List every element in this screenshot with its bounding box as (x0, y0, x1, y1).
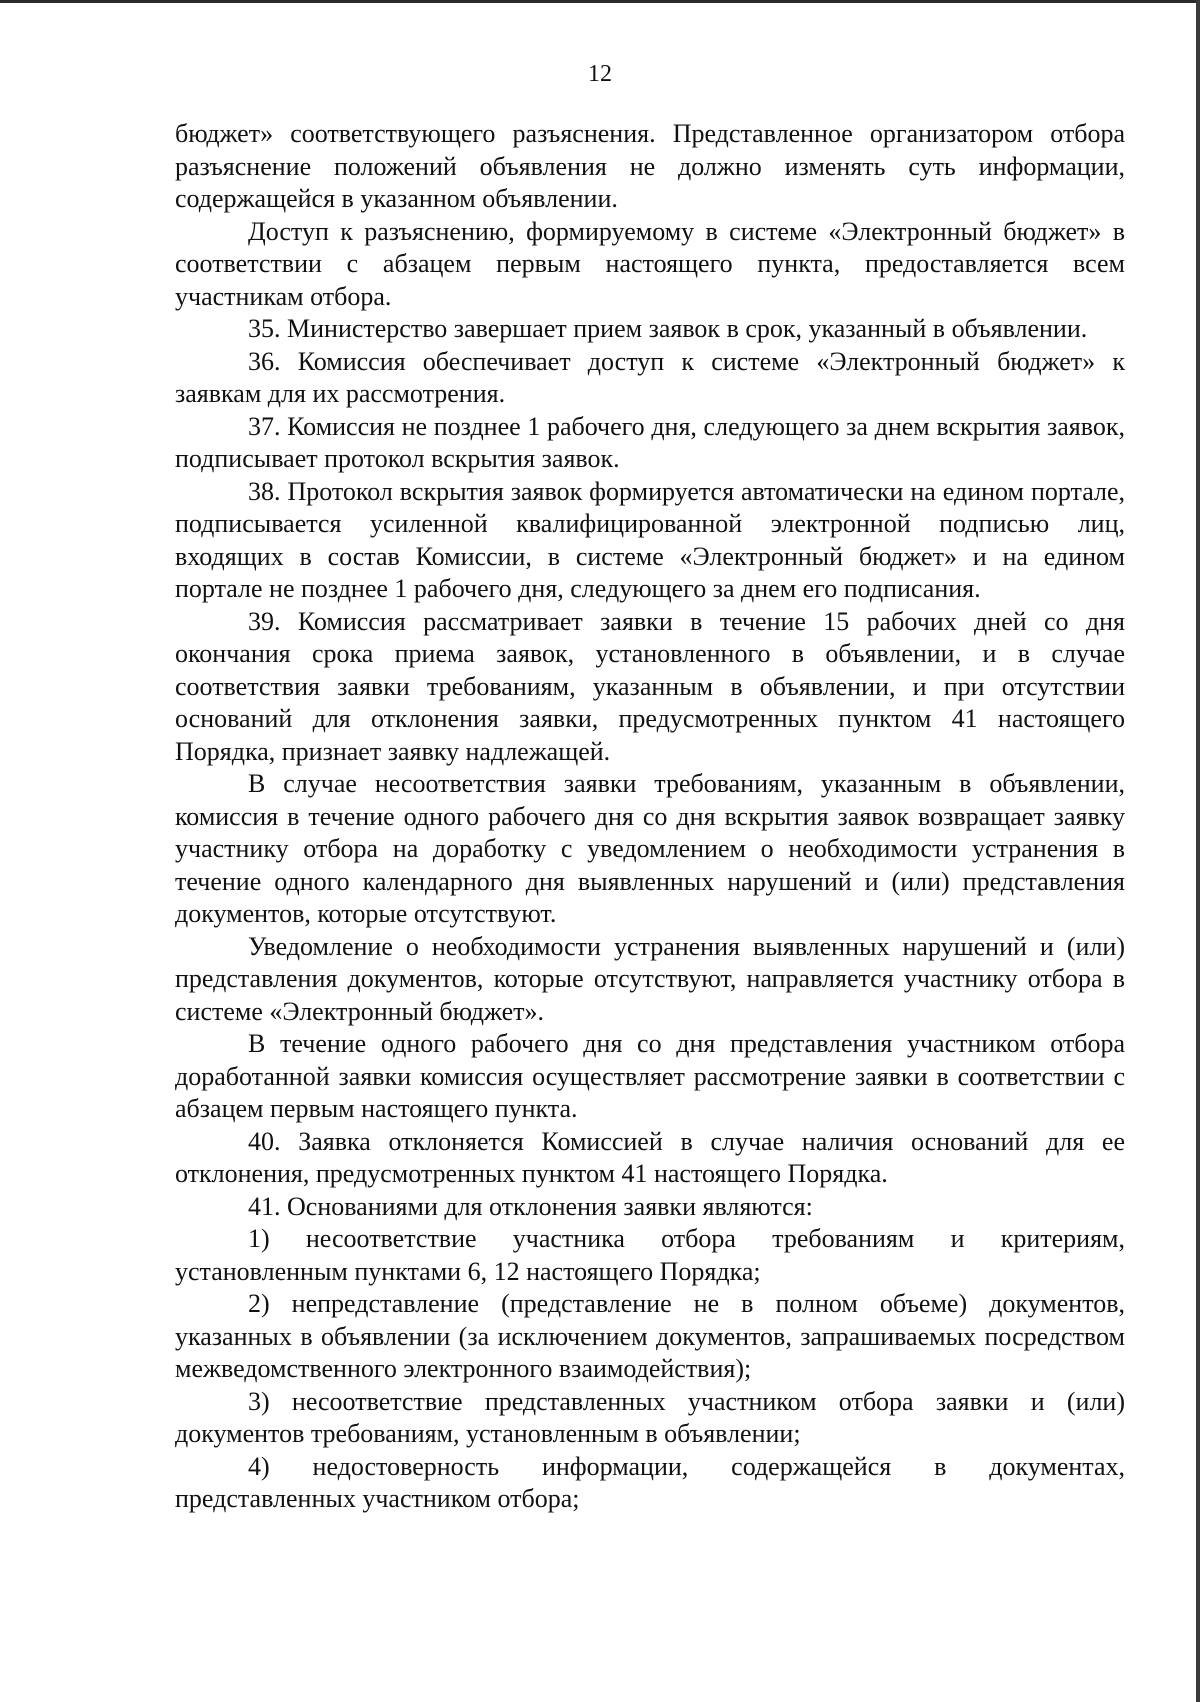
paragraph-item-36: 36. Комиссия обеспечивает доступ к системе «Электронный бюджет» к заявкам для их рассмотрения. (175, 346, 1125, 408)
paragraph: В случае несоответствия заявки требованиям, указанным в объявлении, комиссия в течение одного рабочего дня со дня вскрытия заявок возвращает заявку участнику отбора на доработку с уведомлением о необходимости устранения в течение одного календарного дня выявленных нарушений и (или) представления документов, которые отсутствуют. (175, 769, 1125, 928)
paragraph-item-38: 38. Протокол вскрытия заявок формируется автоматически на едином портале, подписывается усиленной квалифицированной электронной подписью лиц, входящих в состав Комиссии, в системе «Электронный бюджет» и на едином портале не позднее 1 рабочего дня, следующего за днем его подписания. (175, 476, 1125, 603)
list-item: 3) несоответствие представленных участником отбора заявки и (или) документов требованиям, установленным в объявлении; (175, 1386, 1125, 1448)
list-item: 4) недостоверность информации, содержащейся в документах, представленных участником отбора; (175, 1451, 1125, 1513)
paragraph-item-40: 40. Заявка отклоняется Комиссией в случае наличия оснований для ее отклонения, предусмотренных пунктом 41 настоящего Порядка. (175, 1126, 1125, 1188)
scan-right-edge (1196, 0, 1200, 1702)
paragraph: Уведомление о необходимости устранения выявленных нарушений и (или) представления документов, которые отсутствуют, направляется участнику отбора в системе «Электронный бюджет». (175, 931, 1125, 1026)
document-body (175, 118, 1125, 1516)
page-number: 12 (588, 61, 612, 87)
paragraph-item-41: 41. Основаниями для отклонения заявки являются: (248, 1191, 813, 1221)
paragraph: В течение одного рабочего дня со дня представления участником отбора доработанной заявки комиссия осуществляет рассмотрение заявки в соответствии с абзацем первым настоящего пункта. (175, 1029, 1125, 1123)
paragraph-item-37: 37. Комиссия не позднее 1 рабочего дня, следующего за днем вскрытия заявок, подписывает протокол вскрытия заявок. (175, 411, 1125, 473)
scan-top-edge (0, 0, 1200, 3)
paragraph: бюджет» соответствующего разъяснения. Представленное организатором отбора разъяснение положений объявления не должно изменять суть информации, содержащейся в указанном объявлении. (175, 119, 1125, 213)
paragraph: Доступ к разъяснению, формируемому в системе «Электронный бюджет» в соответствии с абзацем первым настоящего пункта, предоставляется всем участникам отбора. (175, 216, 1125, 311)
paragraph-item-35: 35. Министерство завершает прием заявок в срок, указанный в объявлении. (248, 314, 1088, 343)
list-item: 1) несоответствие участника отбора требованиям и критериям, установленным пунктами 6, 12 настоящего Порядка; (175, 1224, 1125, 1286)
list-item: 2) непредставление (представление не в полном объеме) документов, указанных в объявлении (за исключением документов, запрашиваемых посредством межведомственного электронного взаимодействия); (175, 1289, 1125, 1383)
paragraph-item-39: 39. Комиссия рассматривает заявки в течение 15 рабочих дней со дня окончания срока приема заявок, установленного в объявлении, и в случае соответствия заявки требованиям, указанным в объявлении, и при отсутствии оснований для отклонения заявки, предусмотренных пунктом 41 настоящего Порядка, признает заявку надлежащей. (175, 606, 1125, 766)
